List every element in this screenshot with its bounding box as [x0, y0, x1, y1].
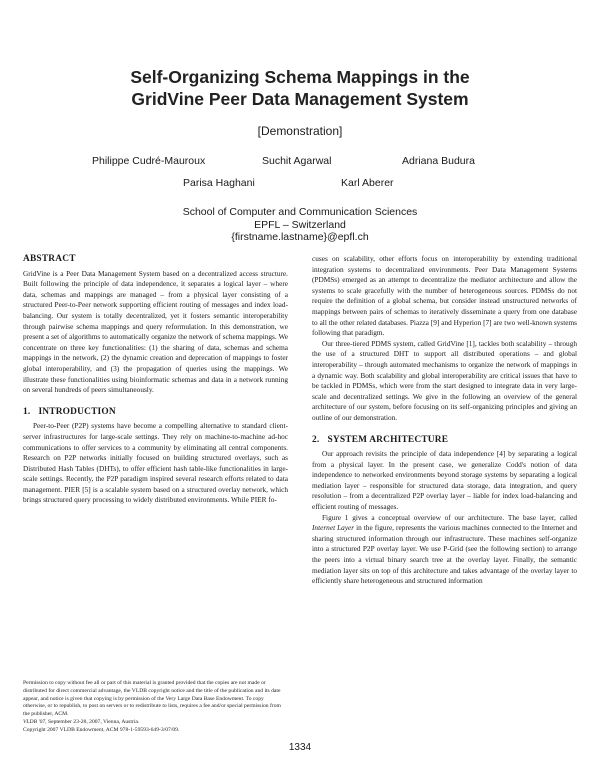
architecture-section-number: 2. — [312, 434, 320, 445]
title-line-1: Self-Organizing Schema Mappings in the — [130, 67, 470, 87]
author-5: Karl Aberer — [341, 177, 394, 189]
title-line-2: GridVine Peer Data Management System — [131, 89, 469, 109]
affiliation — [40, 206, 560, 244]
affiliation-email: {firstname.lastname}@epfl.ch — [231, 231, 369, 243]
architecture-paragraph-1: Our approach revisits the principle of data independence [4] by separating a logical from a physical layer. In the present case, we generalize Codd's notion of data independence to networked environments beyond storage systems by separating a logical mediation layer – responsible for structured data storage, data integration, and query resolution – from a decentralized P2P overlay layer – liable for index load-balancing and efficient routing of messages. — [312, 449, 577, 512]
copyright-line: Copyright 2007 VLDB Endowment, ACM 978-1-59593-649-3/07/09. — [23, 726, 180, 733]
right-paragraph-1: cuses on scalability, other efforts focus on interoperability by extending traditional integration systems to decentralized environments. Peer Data Management Systems (PDMSs) emerged as an attempt to decentralize the mediator architecture and allow the systems to scale gracefully with the number of heterogeneous sources. PDMSs do not require the definition of a global schema, but consider instead unstructured networks of mappings between pairs of schemas to iteratively disseminate a query from one database to all the other related databases. Piazza [9] and Hyperion [7] are two well-known systems following that paradigm. — [312, 254, 577, 338]
author-3: Adriana Budura — [402, 155, 475, 167]
paper-title — [40, 66, 560, 110]
left-column — [23, 254, 288, 506]
right-column — [312, 254, 577, 587]
permission-notice: Permission to copy without fee all or part of this material is granted provided that the copies are not made or distributed for direct commercial advantage, the VLDB copyright notice and the title of the publication and its date appear, and notice is given that copying is by permission of the Very Large Data Base Endowment. To copy otherwise, or to republish, to post on servers or to redistribute to lists, requires a fee and/or special permission from the publisher, ACM. — [23, 680, 281, 718]
architecture-paragraph-2 — [312, 513, 577, 587]
architecture-paragraph-2-part-a: Figure 1 gives a conceptual overview of our architecture. The base layer, called — [322, 512, 577, 522]
intro-section-number: 1. — [23, 406, 31, 417]
affiliation-institution: EPFL – Switzerland — [254, 218, 346, 231]
venue-line — [23, 719, 288, 727]
architecture-section-title: SYSTEM ARCHITECTURE — [327, 434, 449, 445]
architecture-paragraph-2-part-b: in the figure, represents the various machines connected to the Internet and sharing structured information through our infrastructure. These machines self-organize into a structured P2P overlay layer. We use P-Grid (see the following section) to arrange the peers into a virtual binary search tree at the overlay layer. Finally, the semantic mediation layer sits on top of this architecture and takes advantage of the overlay layer to efficiently share heterogeneous and structured information — [312, 523, 577, 586]
author-2: Suchit Agarwal — [262, 155, 332, 167]
author-4: Parisa Haghani — [183, 177, 255, 189]
intro-section-title: INTRODUCTION — [38, 406, 116, 417]
abstract-text: GridVine is a Peer Data Management System based on a decentralized access structure. Built following the principle of data independence, it separates a logical layer – where data, schemas and mappings are managed – from a physical layer consisting of a structured Peer-to-Peer network supporting efficient routing of messages and index load-balancing. Our system is totally decentralized, yet it fosters semantic interoperability through pairwise schema mappings and query reformulation. In this demonstration, we present a set of algorithms to automatically organize the network of schema mappings. We concentrate on three key functionalities: (1) the sharing of data, schemas and schema mappings in the network, (2) the dynamic creation and deprecation of mappings to foster global interoperability, and (3) the propagation of queries using the mappings. We illustrate these functionalities using bioinformatic schemas and data in a network running on several hundreds of peers simultaneously. — [23, 268, 288, 395]
affiliation-school: School of Computer and Communication Sciences — [182, 206, 418, 218]
copyright-footnote — [23, 680, 288, 735]
author-1: Philippe Cudré-Mauroux — [92, 155, 206, 167]
internet-layer-term: Internet Layer — [312, 523, 355, 533]
venue-name: VLDB '07, — [23, 718, 47, 725]
venue-details: September 23-28, 2007, Vienna, Austria. — [46, 718, 140, 725]
abstract-heading: ABSTRACT — [23, 254, 76, 264]
right-paragraph-2: Our three-tiered PDMS system, called GridVine [1], tackles both scalability – through the use of a structured DHT to support all distributed operations – and global interoperability – through automated mechanisms to organize the network of mappings in a dynamic way. Both scalability and global interoperability are critical issues that have to be tackled in PDMSs, which were from the start designed to integrate data in very large-scale and decentralized settings. We give in the following an overview of the general architecture of our system, before focusing on its self-organizing principles and giving an outline of our demonstration. — [312, 338, 577, 422]
paper-subtitle: [Demonstration] — [257, 124, 343, 138]
page-number: 1334 — [288, 742, 312, 753]
intro-paragraph: Peer-to-Peer (P2P) systems have become a compelling alternative to standard client-server infrastructures for large-scale settings. They rely on machine-to-machine ad-hoc communications to offer services to a community by eliminating all central components. Research on P2P networks initially focused on building structured overlays, such as Distributed Hash Tables (DHTs), to offer efficient hash table-like functionalities in large-scale settings. Recently, the P2P paradigm inspired several research efforts related to data management. PIER [5] is a scalable system based on a structured overlay network, which brings structured query processing to widely distributed environments. While PIER fo- — [23, 421, 288, 505]
intro-heading — [23, 407, 288, 418]
architecture-heading — [312, 435, 577, 446]
